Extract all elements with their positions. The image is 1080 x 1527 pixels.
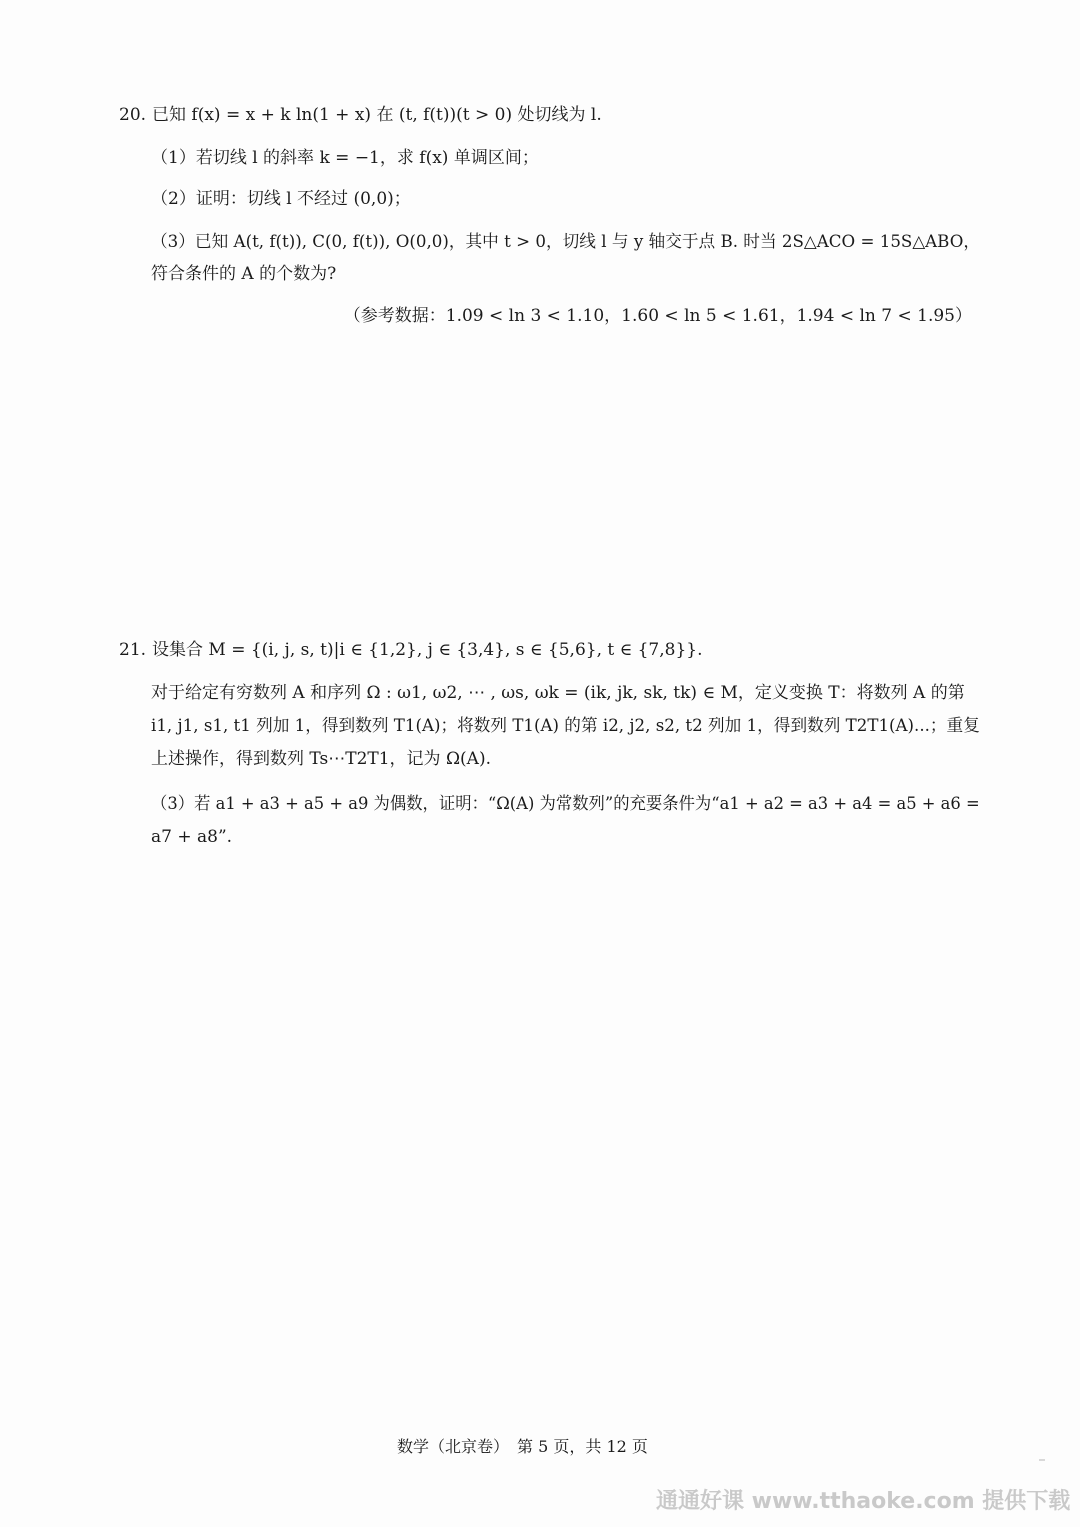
q21-part3-line2: a7 + a8”. <box>151 827 233 847</box>
q20-stem <box>119 102 602 128</box>
scan-mark <box>1039 1459 1045 1461</box>
q21-definition-line2: i1, j1, s1, t1 列加 1，得到数列 T1(A)；将数列 T1(A) 的第 i2, j2, s2, t2 列加 1，得到数列 T2T1(A)...；重复 <box>151 716 980 736</box>
q20-part2: （2）证明：切线 l 不经过 (0,0)； <box>151 189 411 209</box>
q21-stem-text: 设集合 M = {(i, j, s, t)|i ∈ {1,2}, j ∈ {3,4}, s ∈ {5,6}, t ∈ {7,8}}. <box>152 640 703 660</box>
page-footer: 数学（北京卷） 第 5 页，共 12 页 <box>397 1437 648 1456</box>
q20-part3-line2: 符合条件的 A 的个数为? <box>151 264 337 284</box>
q21-part3-line1: （3）若 a1 + a3 + a5 + a9 为偶数，证明：“Ω(A) 为常数列”的充要条件为“a1 + a2 = a3 + a4 = a5 + a6 = <box>151 794 980 814</box>
q20-part3-line1: （3）已知 A(t, f(t)), C(0, f(t)), O(0,0)，其中 t > 0，切线 l 与 y 轴交于点 B. 时当 2S△ACO = 15S△ABO， <box>151 232 981 252</box>
watermark: 通通好课 www.tthaoke.com 提供下载 <box>656 1489 1071 1514</box>
q21-stem <box>119 637 703 663</box>
q20-stem-text: 已知 f(x) = x + k ln(1 + x) 在 (t, f(t))(t > 0) 处切线为 l. <box>152 105 602 125</box>
q21-definition-line3: 上述操作，得到数列 Ts⋯T2T1，记为 Ω(A). <box>151 749 491 769</box>
q20-part1: （1）若切线 l 的斜率 k = −1，求 f(x) 单调区间； <box>151 148 539 168</box>
q21-definition-line1: 对于给定有穷数列 A 和序列 Ω : ω1, ω2, ⋯ , ωs, ωk = (ik, jk, sk, tk) ∈ M，定义变换 T：将数列 A 的第 <box>151 683 965 703</box>
q21-number: 21. <box>119 640 147 660</box>
q20-number: 20. <box>119 105 147 125</box>
q20-reference-data: （参考数据：1.09 < ln 3 < 1.10，1.60 < ln 5 < 1.61，1.94 < ln 7 < 1.95） <box>343 306 972 326</box>
